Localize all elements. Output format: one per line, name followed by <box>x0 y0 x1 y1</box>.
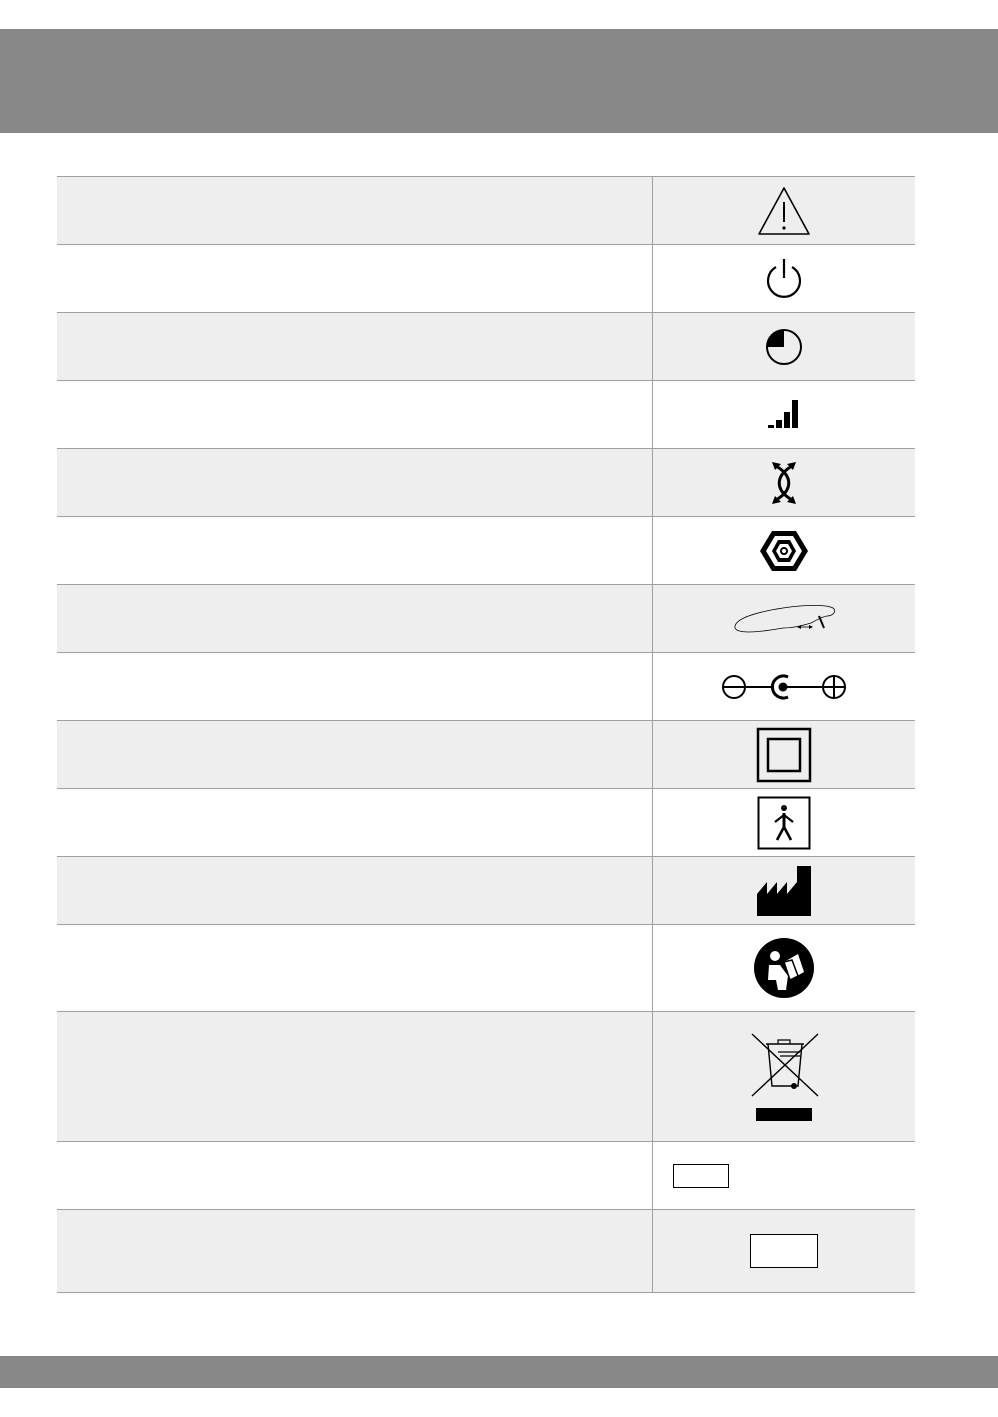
table-row <box>57 856 915 924</box>
table-row <box>57 448 915 516</box>
double-insulation-icon <box>756 727 812 783</box>
header-bar <box>0 29 998 133</box>
hexagon-nut-icon <box>758 528 810 574</box>
row-description <box>57 789 653 856</box>
warning-triangle-icon <box>756 185 812 237</box>
row-description <box>57 1012 653 1141</box>
table-row <box>57 312 915 380</box>
table-row <box>57 1011 915 1141</box>
table-row <box>57 1209 915 1292</box>
table-row <box>57 176 915 244</box>
table-row <box>57 720 915 788</box>
table-row <box>57 244 915 312</box>
table-row <box>57 924 915 1011</box>
read-manual-icon <box>752 936 816 1000</box>
table-row <box>57 652 915 720</box>
row-description <box>57 585 653 652</box>
table-row <box>57 380 915 448</box>
row-description <box>57 517 653 584</box>
row-description <box>57 1210 653 1292</box>
small-label-box <box>673 1164 729 1188</box>
row-description <box>57 653 653 720</box>
cross-arrows-icon <box>769 460 799 506</box>
row-description <box>57 381 653 448</box>
device-sketch-icon <box>731 602 837 636</box>
row-description <box>57 857 653 924</box>
row-description <box>57 1142 653 1209</box>
row-description <box>57 245 653 312</box>
signal-strength-bars-icon <box>766 398 802 432</box>
table-row <box>57 516 915 584</box>
row-description <box>57 177 653 244</box>
row-description <box>57 449 653 516</box>
weee-crossed-bin-icon <box>748 1030 820 1124</box>
footer-bar <box>0 1356 998 1388</box>
label-box <box>750 1234 818 1268</box>
symbols-table <box>57 176 915 1293</box>
type-bf-applied-part-icon <box>757 796 811 850</box>
dc-polarity-icon <box>721 672 847 702</box>
row-description <box>57 313 653 380</box>
power-standby-icon <box>762 256 806 302</box>
row-description <box>57 721 653 788</box>
table-row <box>57 584 915 652</box>
table-row <box>57 1141 915 1209</box>
manufacturer-factory-icon <box>755 864 813 918</box>
row-description <box>57 925 653 1011</box>
timer-quarter-circle-icon <box>763 326 805 368</box>
table-row <box>57 788 915 856</box>
